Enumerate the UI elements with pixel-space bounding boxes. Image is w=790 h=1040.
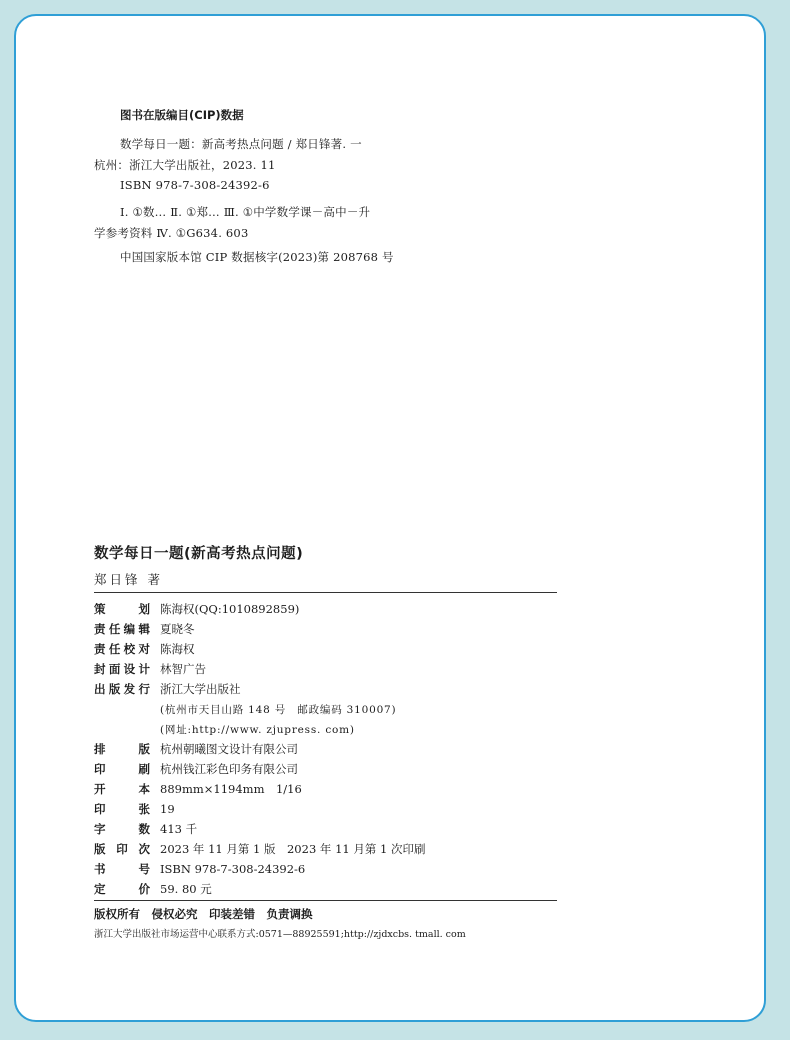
credit-row-sheets xyxy=(94,799,557,819)
cip-line-6: 中国国家版本馆 CIP 数据核字(2023)第 208768 号 xyxy=(120,250,394,264)
book-author: 郑日锋 著 xyxy=(94,572,163,587)
credit-label: 策 划 xyxy=(94,602,150,616)
publisher-address: (杭州市天目山路 148 号 邮政编码 310007) xyxy=(160,703,397,716)
credit-value: 2023 年 11 月第 1 版 2023 年 11 月第 1 次印刷 xyxy=(160,842,426,856)
credit-label: 责 任 校 对 xyxy=(94,642,150,656)
cip-line-5: 学参考资料 Ⅳ. ①G634. 603 xyxy=(94,226,249,240)
divider-top xyxy=(94,592,557,593)
credit-row-typeset xyxy=(94,739,557,759)
credits-table xyxy=(94,599,557,899)
credit-label: 排 版 xyxy=(94,742,150,756)
credit-value: 陈海权 xyxy=(160,642,195,656)
book-title: 数学每日一题(新高考热点问题) xyxy=(94,546,304,562)
credit-value: ISBN 978-7-308-24392-6 xyxy=(160,862,306,876)
credit-row-cover xyxy=(94,659,557,679)
credit-row-editor xyxy=(94,619,557,639)
credit-value: 夏晓冬 xyxy=(160,622,195,636)
contact-info: 浙江大学出版社市场运营中心联系方式:0571—88925591;http://zjdxcbs. tmall. com xyxy=(94,929,466,940)
credit-label: 印 张 xyxy=(94,802,150,816)
credit-value: 杭州朝曦图文设计有限公司 xyxy=(160,742,298,756)
credit-label: 出 版 发 行 xyxy=(94,682,150,696)
cip-line-2: 杭州：浙江大学出版社，2023. 11 xyxy=(94,158,276,172)
credit-value: 19 xyxy=(160,802,175,816)
cip-heading: 图书在版编目(CIP)数据 xyxy=(120,108,244,122)
credit-label: 书 号 xyxy=(94,862,150,876)
credit-value: 889mm×1194mm 1/16 xyxy=(160,782,302,796)
credit-label: 字 数 xyxy=(94,822,150,836)
credit-value: 413 千 xyxy=(160,822,198,836)
credit-label: 定 价 xyxy=(94,882,150,896)
credit-row-words xyxy=(94,819,557,839)
credit-value: 陈海权(QQ:1010892859) xyxy=(160,602,300,616)
copyright-page xyxy=(14,14,766,1022)
credit-value: 杭州钱江彩色印务有限公司 xyxy=(160,762,298,776)
credit-label: 开 本 xyxy=(94,782,150,796)
credit-label: 责 任 编 辑 xyxy=(94,622,150,636)
credit-value: 59. 80 元 xyxy=(160,882,212,896)
cip-line-4: Ⅰ. ①数… Ⅱ. ①郑… Ⅲ. ①中学数学课－高中－升 xyxy=(120,205,371,219)
credit-value: 林智广告 xyxy=(160,662,206,676)
credit-row-price xyxy=(94,879,557,899)
cip-line-1: 数学每日一题：新高考热点问题 / 郑日锋著. 一 xyxy=(120,137,362,151)
credit-value: 浙江大学出版社 xyxy=(160,682,241,696)
credit-row-planner xyxy=(94,599,557,619)
divider-bottom xyxy=(94,900,557,901)
credit-row-format xyxy=(94,779,557,799)
credit-row-print xyxy=(94,759,557,779)
credit-label: 版 印 次 xyxy=(94,842,150,856)
credit-row-publisher xyxy=(94,679,557,699)
rights-notice: 版权所有 侵权必究 印装差错 负责调换 xyxy=(94,907,313,921)
credit-row-proof xyxy=(94,639,557,659)
credit-row-isbn xyxy=(94,859,557,879)
cip-line-3: ISBN 978-7-308-24392-6 xyxy=(120,178,270,192)
credit-row-edition xyxy=(94,839,557,859)
publisher-website: (网址:http://www. zjupress. com) xyxy=(160,723,355,736)
credit-label: 封 面 设 计 xyxy=(94,662,150,676)
credit-label: 印 刷 xyxy=(94,762,150,776)
